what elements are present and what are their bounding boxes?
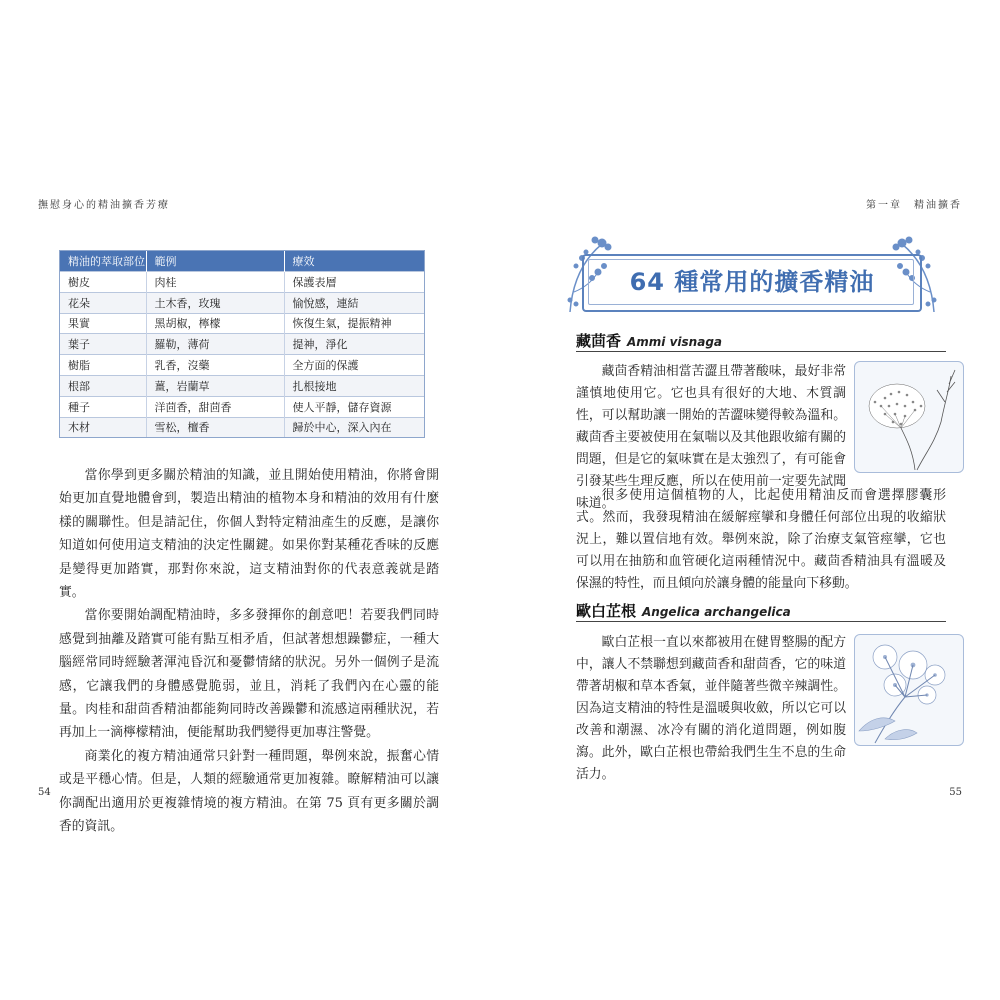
entry-name: 藏茴香 [576, 332, 622, 350]
table-header-cell: 精油的萃取部位 [60, 251, 146, 272]
extraction-table [60, 251, 424, 437]
section-title-banner [562, 232, 942, 318]
left-body-text [59, 464, 439, 839]
table-cell: 提神，淨化 [284, 334, 424, 355]
entry-latin-name: Ammi visnaga [627, 335, 723, 349]
table-row [60, 417, 424, 437]
umbel-flower-icon [855, 362, 963, 472]
entry-heading [576, 600, 791, 621]
table-row [60, 375, 424, 396]
heading-rule [576, 621, 946, 622]
table-cell: 羅勒，薄荷 [146, 334, 284, 355]
running-head-right: 第一章 精油擴香 [866, 200, 962, 211]
table-cell: 根部 [60, 375, 146, 396]
table-cell: 歸於中心，深入內在 [284, 417, 424, 437]
table-header-row [60, 251, 424, 272]
right-page [500, 0, 1000, 1000]
page-number-right: 55 [949, 787, 962, 798]
table-cell: 薑，岩蘭草 [146, 375, 284, 396]
extraction-part-table [59, 250, 425, 438]
table-row [60, 272, 424, 293]
paragraph: 很多使用這個植物的人，比起使用精油反而會選擇膠囊形式。然而，我發現精油在緩解痙攣和身體任何部位出現的收縮狀況上，難以置信地有效。舉例來說，除了治療支氣管痙攣，它也可以用在抽筋和血管硬化這兩種情況中。藏茴香精油具有溫暖及保濕的特性，而且傾向於讓身體的能量向下移動。 [576, 488, 946, 591]
table-row [60, 396, 424, 417]
table-cell: 黑胡椒，檸檬 [146, 313, 284, 334]
table-row [60, 292, 424, 313]
table-cell: 樹脂 [60, 355, 146, 376]
entry-body [576, 485, 946, 595]
table-cell: 愉悅感，連結 [284, 292, 424, 313]
paragraph: 當你學到更多關於精油的知識，並且開始使用精油，你將會開始更加直覺地體會到，製造出精油的植物本身和精油的效用有什麼樣的關聯性。但是請記住，你個人對特定精油產生的反應，是讓你知道如何使用這支精油的決定性關鍵。如果你對某種花香味的反應是變得更加踏實，那對你來說，這支精油對你的代表意義就是踏實。 [59, 468, 439, 601]
table-header-cell: 範例 [146, 251, 284, 272]
running-head-left: 撫慰身心的精油擴香芳療 [38, 200, 170, 211]
table-row [60, 355, 424, 376]
table-cell: 木材 [60, 417, 146, 437]
table-cell: 乳香，沒藥 [146, 355, 284, 376]
table-cell: 樹皮 [60, 272, 146, 293]
table-cell: 葉子 [60, 334, 146, 355]
table-cell: 肉桂 [146, 272, 284, 293]
angelica-flower-icon [855, 635, 963, 745]
table-cell: 洋茴香，甜茴香 [146, 396, 284, 417]
table-cell: 全方面的保護 [284, 355, 424, 376]
table-cell: 使人平靜，儲存資源 [284, 396, 424, 417]
table-cell: 扎根接地 [284, 375, 424, 396]
table-cell: 種子 [60, 396, 146, 417]
table-cell: 花朵 [60, 292, 146, 313]
table-cell: 果實 [60, 313, 146, 334]
ammi-visnaga-illustration [854, 361, 964, 473]
paragraph: 歐白芷根一直以來都被用在健胃整腸的配方中，讓人不禁聯想到藏茴香和甜茴香，它的味道帶著胡椒和草本香氣，並伴隨著些微辛辣調性。因為這支精油的特性是溫暖與收斂，所以它可以改善和潮濕、冰冷有關的消化道問題，例如腹瀉。此外，歐白芷根也帶給我們生生不息的生命活力。 [576, 635, 846, 782]
page-number-left: 54 [38, 787, 51, 798]
entry-latin-name: Angelica archangelica [642, 605, 791, 619]
paragraph: 商業化的複方精油通常只針對一種問題，舉例來說，振奮心情或是平穩心情。但是，人類的經驗通常更加複雜。瞭解精油可以讓你調配出適用於更複雜情境的複方精油。在第 75 頁有更多關於調香的資訊。 [59, 748, 439, 835]
paragraph: 當你要開始調配精油時，多多發揮你的創意吧！若要我們同時感覺到抽離及踏實可能有點互相矛盾，但試著想想躁鬱症，一種大腦經常同時經驗著渾沌昏沉和憂鬱情緒的狀況。另外一個例子是流感，它讓我們的身體感覺脆弱，並且，消耗了我們內在心靈的能量。肉桂和甜茴香精油都能夠同時改善躁鬱和流感這兩種狀況，若再加上一滴檸檬精油，便能幫助我們變得更加專注警覺。 [59, 608, 439, 741]
table-header-cell: 療效 [284, 251, 424, 272]
heading-rule [576, 351, 946, 352]
table-cell: 土木香，玫瑰 [146, 292, 284, 313]
table-row [60, 313, 424, 334]
entry-heading [576, 330, 722, 351]
table-cell: 雪松，檀香 [146, 417, 284, 437]
table-cell: 保護表層 [284, 272, 424, 293]
section-title: 64 種常用的擴香精油 [629, 268, 875, 296]
table-row [60, 334, 424, 355]
entry-name: 歐白芷根 [576, 602, 637, 620]
paragraph: 藏茴香精油相當苦澀且帶著酸味，最好非常謹慎地使用它。它也具有很好的大地、木質調性，可以幫助讓一開始的苦澀味變得較為溫和。藏茴香主要被使用在氣喘以及其他跟收縮有關的問題，但是它的氣味實在是太強烈了，有可能會引發某些生理反應，所以在使用前一定要先試聞味道。 [576, 364, 846, 511]
table-cell: 恢復生氣，提振精神 [284, 313, 424, 334]
entry-body-wrapped [576, 632, 846, 786]
angelica-illustration [854, 634, 964, 746]
